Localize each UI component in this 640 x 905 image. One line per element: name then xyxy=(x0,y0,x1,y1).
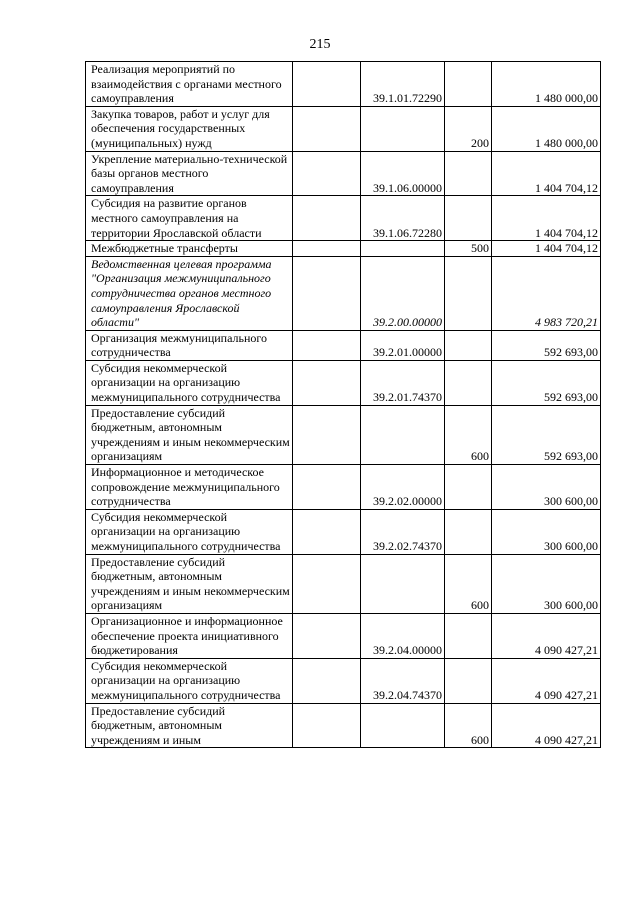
table-row xyxy=(86,330,601,360)
row-chapter xyxy=(293,196,361,241)
row-target-code: 39.2.02.74370 xyxy=(361,509,445,554)
row-chapter xyxy=(293,106,361,151)
row-name: Межбюджетные трансферты xyxy=(86,241,293,257)
row-chapter xyxy=(293,360,361,405)
table-row xyxy=(86,465,601,510)
row-target-code: 39.1.01.72290 xyxy=(361,62,445,107)
row-target-code: 39.1.06.00000 xyxy=(361,151,445,196)
row-name: Предоставление субсидий бюджетным, автономным учреждениям и иным некоммерческим организациям xyxy=(86,405,293,464)
page-number: 215 xyxy=(309,37,331,52)
table-row xyxy=(86,703,601,748)
table-row xyxy=(86,658,601,703)
row-chapter xyxy=(293,554,361,613)
budget-table xyxy=(85,61,601,748)
row-target-code: 39.2.01.74370 xyxy=(361,360,445,405)
row-amount: 1 404 704,12 xyxy=(492,196,601,241)
row-name: Предоставление субсидий бюджетным, автономным учреждениям и иным некоммерческим организациям xyxy=(86,554,293,613)
row-target-code xyxy=(361,703,445,748)
row-chapter xyxy=(293,256,361,330)
row-chapter xyxy=(293,509,361,554)
row-expense-type xyxy=(445,360,492,405)
row-expense-type xyxy=(445,509,492,554)
row-name: Субсидия некоммерческой организации на организацию межмуниципального сотрудничества xyxy=(86,658,293,703)
row-chapter xyxy=(293,151,361,196)
table-row xyxy=(86,360,601,405)
row-amount: 300 600,00 xyxy=(492,465,601,510)
table-row xyxy=(86,509,601,554)
row-amount: 1 480 000,00 xyxy=(492,106,601,151)
table-row xyxy=(86,106,601,151)
row-expense-type xyxy=(445,62,492,107)
row-expense-type: 600 xyxy=(445,554,492,613)
row-expense-type xyxy=(445,658,492,703)
row-expense-type xyxy=(445,151,492,196)
row-expense-type: 200 xyxy=(445,106,492,151)
table-row xyxy=(86,405,601,464)
table-row xyxy=(86,62,601,107)
row-name: Информационное и методическое сопровождение межмуниципального сотрудничества xyxy=(86,465,293,510)
row-amount: 300 600,00 xyxy=(492,554,601,613)
row-amount: 4 090 427,21 xyxy=(492,613,601,658)
row-name: Реализация мероприятий по взаимодействия с органами местного самоуправления xyxy=(86,62,293,107)
row-target-code: 39.2.04.74370 xyxy=(361,658,445,703)
row-chapter xyxy=(293,658,361,703)
row-name: Организация межмуниципального сотрудничества xyxy=(86,330,293,360)
table-row xyxy=(86,196,601,241)
row-target-code xyxy=(361,554,445,613)
row-amount: 592 693,00 xyxy=(492,330,601,360)
row-chapter xyxy=(293,703,361,748)
row-amount: 4 983 720,21 xyxy=(492,256,601,330)
row-amount: 1 404 704,12 xyxy=(492,151,601,196)
row-amount: 1 480 000,00 xyxy=(492,62,601,107)
row-amount: 592 693,00 xyxy=(492,405,601,464)
budget-table-body xyxy=(86,62,601,748)
row-name: Организационное и информационное обеспечение проекта инициативного бюджетирования xyxy=(86,613,293,658)
row-name: Закупка товаров, работ и услуг для обеспечения государственных (муниципальных) нужд xyxy=(86,106,293,151)
row-chapter xyxy=(293,241,361,257)
row-target-code: 39.2.04.00000 xyxy=(361,613,445,658)
row-target-code xyxy=(361,405,445,464)
row-target-code: 39.2.00.00000 xyxy=(361,256,445,330)
row-expense-type xyxy=(445,256,492,330)
row-expense-type xyxy=(445,196,492,241)
table-row xyxy=(86,554,601,613)
row-name: Субсидия на развитие органов местного самоуправления на территории Ярославской области xyxy=(86,196,293,241)
row-amount: 4 090 427,21 xyxy=(492,658,601,703)
row-amount: 4 090 427,21 xyxy=(492,703,601,748)
row-expense-type xyxy=(445,465,492,510)
row-expense-type: 500 xyxy=(445,241,492,257)
row-target-code: 39.2.02.00000 xyxy=(361,465,445,510)
row-expense-type: 600 xyxy=(445,703,492,748)
row-name: Ведомственная целевая программа "Организация межмуниципального сотрудничества органов местного самоуправления Ярославской области" xyxy=(86,256,293,330)
row-target-code: 39.2.01.00000 xyxy=(361,330,445,360)
row-chapter xyxy=(293,330,361,360)
row-amount: 300 600,00 xyxy=(492,509,601,554)
row-chapter xyxy=(293,405,361,464)
table-row xyxy=(86,241,601,257)
row-chapter xyxy=(293,465,361,510)
row-amount: 1 404 704,12 xyxy=(492,241,601,257)
table-row xyxy=(86,256,601,330)
row-expense-type: 600 xyxy=(445,405,492,464)
table-row xyxy=(86,151,601,196)
row-expense-type xyxy=(445,613,492,658)
row-name: Субсидия некоммерческой организации на организацию межмуниципального сотрудничества xyxy=(86,360,293,405)
row-expense-type xyxy=(445,330,492,360)
row-target-code xyxy=(361,106,445,151)
row-target-code xyxy=(361,241,445,257)
row-amount: 592 693,00 xyxy=(492,360,601,405)
row-name: Предоставление субсидий бюджетным, автономным учреждениям и иным xyxy=(86,703,293,748)
row-name: Субсидия некоммерческой организации на организацию межмуниципального сотрудничества xyxy=(86,509,293,554)
row-target-code: 39.1.06.72280 xyxy=(361,196,445,241)
row-chapter xyxy=(293,62,361,107)
row-name: Укрепление материально-технической базы органов местного самоуправления xyxy=(86,151,293,196)
row-chapter xyxy=(293,613,361,658)
table-row xyxy=(86,613,601,658)
